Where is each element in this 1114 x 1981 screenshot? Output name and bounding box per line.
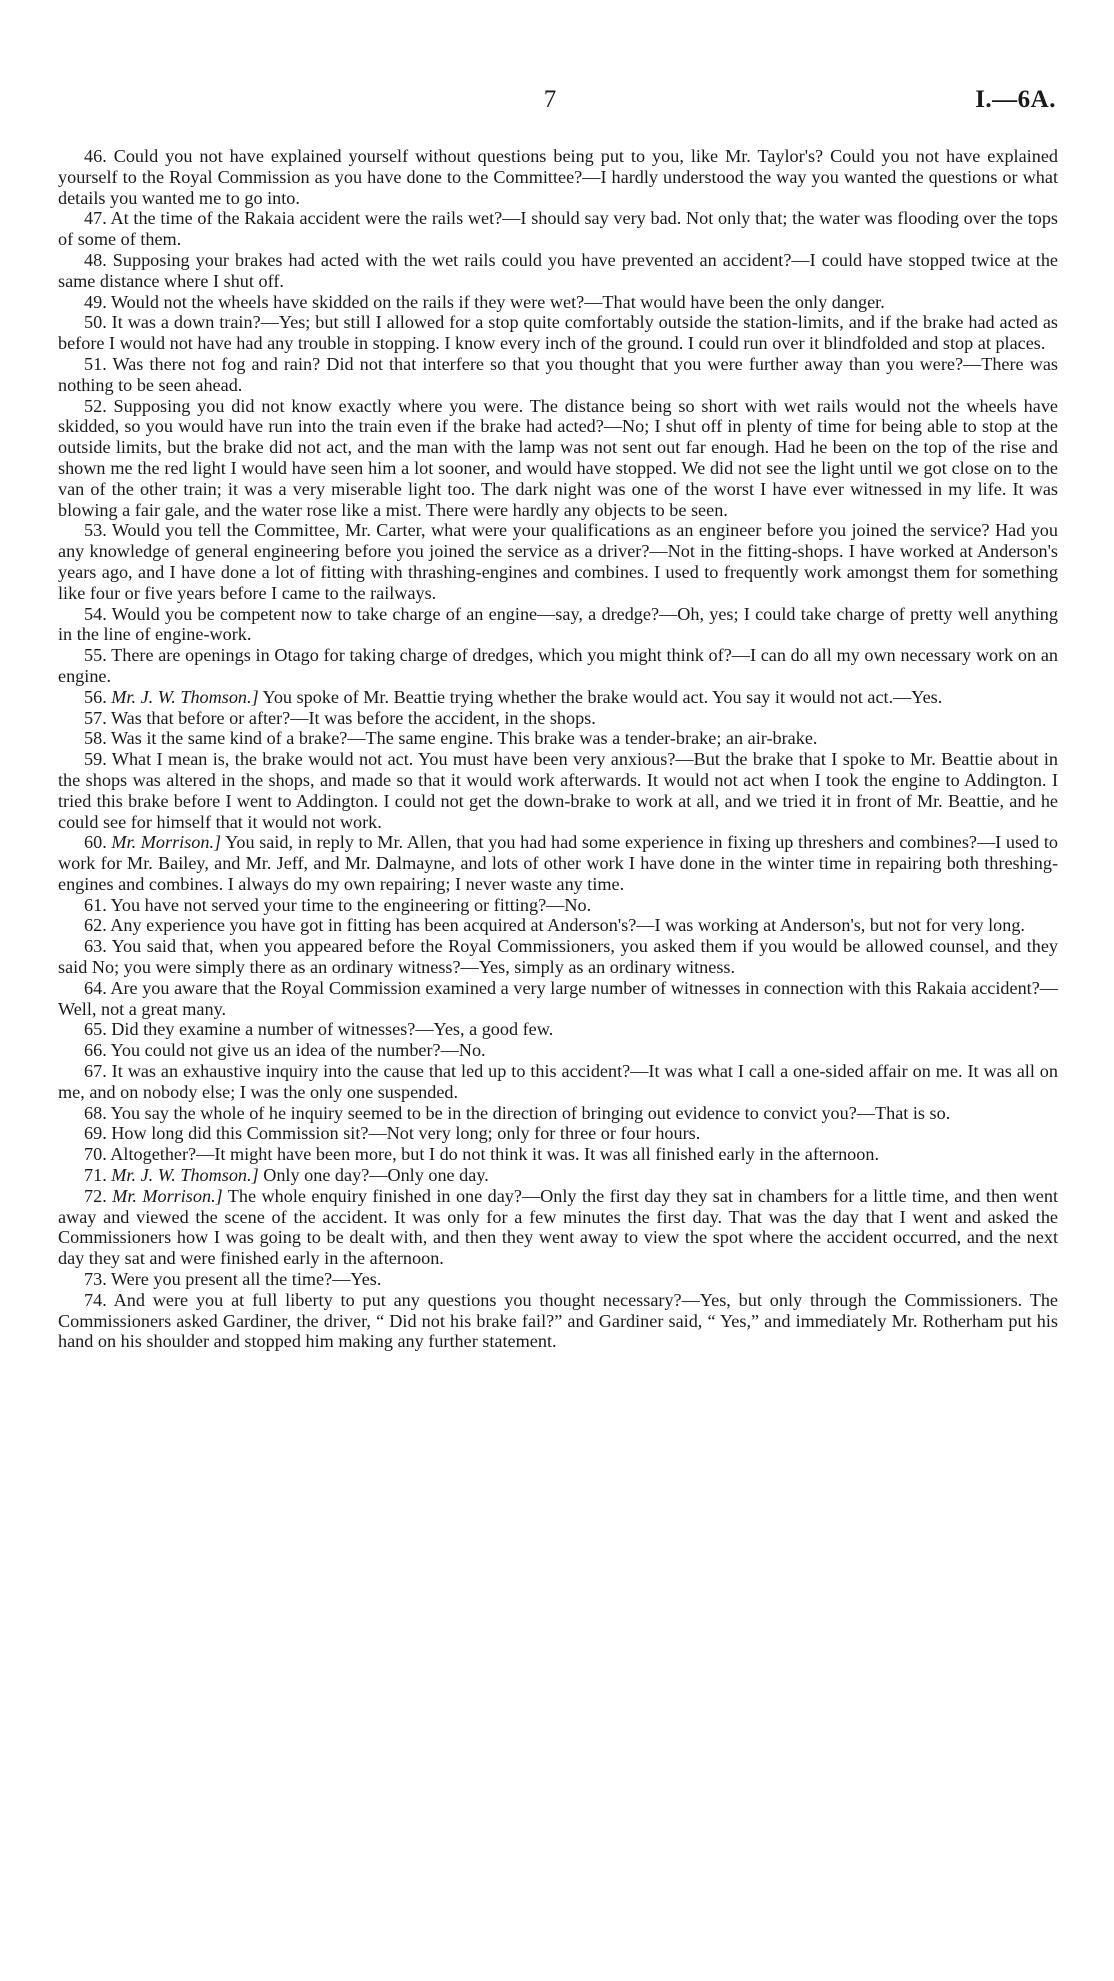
question-answer-paragraph: 51. Was there not fog and rain? Did not that interfere so that you thought that you were further away than you were?—There was nothing to be seen ahead. xyxy=(58,353,1058,395)
page-number: 7 xyxy=(543,86,557,113)
question-answer-paragraph: 74. And were you at full liberty to put any questions you thought necessary?—Yes, but only through the Commissioners. The Commissioners asked Gardiner, the driver, “ Did not his brake fail?” and Gardiner said, “ Yes,” and immediately Mr. Rotherham put his hand on his shoulder and stopped him making any further statement. xyxy=(58,1289,1058,1352)
question-answer-paragraph: 50. It was a down train?—Yes; but still I allowed for a stop quite comfortably outside the station-limits, and if the brake had acted as before I would not have had any trouble in stopping. I know every inch of the ground. I could run over it blindfolded and stop at places. xyxy=(58,312,1058,354)
paragraph-text: Only one day?—Only one day. xyxy=(258,1165,489,1186)
question-answer-paragraph xyxy=(58,1186,1058,1269)
question-answer-paragraph: 46. Could you not have explained yourself without questions being put to you, like Mr. Taylor's? Could you not have explained yourself to the Royal Commission as you have done to the Committee?—I hardly understood the way you wanted the questions or what details you wanted me to go into. xyxy=(58,146,1058,208)
question-answer-paragraph xyxy=(58,687,1058,708)
question-answer-paragraph: 70. Altogether?—It might have been more, but I do not think it was. It was all finished early in the afternoon. xyxy=(84,1144,880,1165)
question-answer-paragraph: 49. Would not the wheels have skidded on the rails if they were wet?—That would have been the only danger. xyxy=(84,291,885,312)
question-answer-paragraph xyxy=(58,1165,1058,1186)
question-answer-paragraph: 47. At the time of the Rakaia accident were the rails wet?—I should say very bad. Not only that; the water was flooding over the tops of some of them. xyxy=(58,208,1058,250)
speaker-name: Mr. J. W. Thomson.] xyxy=(111,686,259,707)
document-code: I.—6A. xyxy=(975,86,1056,113)
question-answer-paragraph: 54. Would you be competent now to take charge of an engine—say, a dredge?—Oh, yes; I could take charge of pretty well anything in the line of engine-work. xyxy=(58,603,1058,645)
question-answer-paragraph: 68. You say the whole of he inquiry seemed to be in the direction of bringing out evidence to convict you?—That is so. xyxy=(84,1102,951,1123)
question-answer-paragraph: 53. Would you tell the Committee, Mr. Carter, what were your qualifications as an engineer before you joined the service? Had you any knowledge of general engineering before you joined the service as a driver?—Not in the fitting-shops. I have worked at Anderson's years ago, and I have done a lot of fitting with thrashing-engines and combines. I used to frequently work amongst them for something like four or five years before I came to the railways. xyxy=(58,520,1058,603)
question-answer-paragraph: 59. What I mean is, the brake would not act. You must have been very anxious?—But the brake that I spoke to Mr. Beattie about in the shops was altered in the shops, and made so that it would work afterwards. It would not act when I took the engine to Addington. I tried this brake before I went to Addington. I could not get the down-brake to work at all, and we tried it in front of Mr. Beattie, and he could see for himself that it would not work. xyxy=(58,749,1058,832)
question-number: 72. xyxy=(84,1185,113,1206)
paragraph-text: You spoke of Mr. Beattie trying whether the brake would act. You say it would not act.—Yes. xyxy=(258,686,943,707)
question-answer-paragraph: 58. Was it the same kind of a brake?—The same engine. This brake was a tender-brake; an air-brake. xyxy=(84,728,818,749)
question-answer-paragraph: 57. Was that before or after?—It was before the accident, in the shops. xyxy=(84,707,596,728)
paragraph-text: You said, in reply to Mr. Allen, that you had had some experience in fixing up threshers and combines?—I used to work for Mr. Bailey, and Mr. Jeff, and Mr. Dalmayne, and lots of other work I have done in the winter time in repairing both threshing-engines and combines. I always do my own repairing; I never waste any time. xyxy=(58,832,1059,894)
question-answer-paragraph: 69. How long did this Commission sit?—Not very long; only for three or four hours. xyxy=(84,1123,701,1144)
question-answer-paragraph: 48. Supposing your brakes had acted with the wet rails could you have prevented an accident?—I could have stopped twice at the same distance where I shut off. xyxy=(58,249,1058,291)
question-number: 60. xyxy=(84,832,112,853)
speaker-name: Mr. J. W. Thomson.] xyxy=(111,1165,259,1186)
question-answer-paragraph: 73. Were you present all the time?—Yes. xyxy=(84,1269,382,1290)
speaker-name: Mr. Morrison.] xyxy=(111,832,222,853)
question-answer-paragraph: 64. Are you aware that the Royal Commission examined a very large number of witnesses in connection with this Rakaia accident?—Well, not a great many. xyxy=(58,977,1058,1019)
question-answer-paragraph: 63. You said that, when you appeared before the Royal Commissioners, you asked them if you would be allowed counsel, and they said No; you were simply there as an ordinary witness?—Yes, simply as an ordinary witness. xyxy=(58,936,1058,978)
question-number: 71. xyxy=(84,1165,112,1186)
question-answer-paragraph: 52. Supposing you did not know exactly where you were. The distance being so short with wet rails would not the wheels have skidded, so you would have run into the train even if the brake had acted?—No; I shut off in plenty of time for being able to stop at the outside limits, but the brake did not act, and the man with the lamp was not sent out far enough. Had he been on the top of the rise and shown me the red light I would have seen him a lot sooner, and would have stopped. We did not see the light until we got close on to the van of the other train; it was a very miserable light too. The dark night was one of the worst I have ever witnessed in my life. It was blowing a fair gale, and the water rose like a mist. There were hardly any objects to be seen. xyxy=(58,395,1058,520)
paragraph-text: The whole enquiry finished in one day?—Only the first day they sat in chambers for a little time, and then went away and viewed the scene of the accident. It was only for a few minutes the first day. That was the day that I went and asked the Commissioners how I was going to be dealt with, and then they went away to view the spot where the accident occurred, and the next day they sat and were finished early in the afternoon. xyxy=(58,1185,1059,1269)
question-number: 56. xyxy=(84,686,112,707)
question-answer-paragraph: 61. You have not served your time to the engineering or fitting?—No. xyxy=(84,894,592,915)
speaker-name: Mr. Morrison.] xyxy=(112,1185,223,1206)
question-answer-paragraph: 65. Did they examine a number of witnesses?—Yes, a good few. xyxy=(84,1019,554,1040)
question-answer-paragraph xyxy=(58,832,1058,894)
question-answer-paragraph: 67. It was an exhaustive inquiry into the cause that led up to this accident?—It was what I call a one-sided affair on me. It was all on me, and on nobody else; I was the only one suspended. xyxy=(58,1061,1058,1102)
question-answer-paragraph: 62. Any experience you have got in fitting has been acquired at Anderson's?—I was working at Anderson's, but not for very long. xyxy=(84,915,1025,936)
testimony-body xyxy=(58,146,1058,1352)
question-answer-paragraph: 66. You could not give us an idea of the number?—No. xyxy=(84,1040,486,1061)
question-answer-paragraph: 55. There are openings in Otago for taking charge of dredges, which you might think of?—I can do all my own necessary work on an engine. xyxy=(58,645,1058,686)
